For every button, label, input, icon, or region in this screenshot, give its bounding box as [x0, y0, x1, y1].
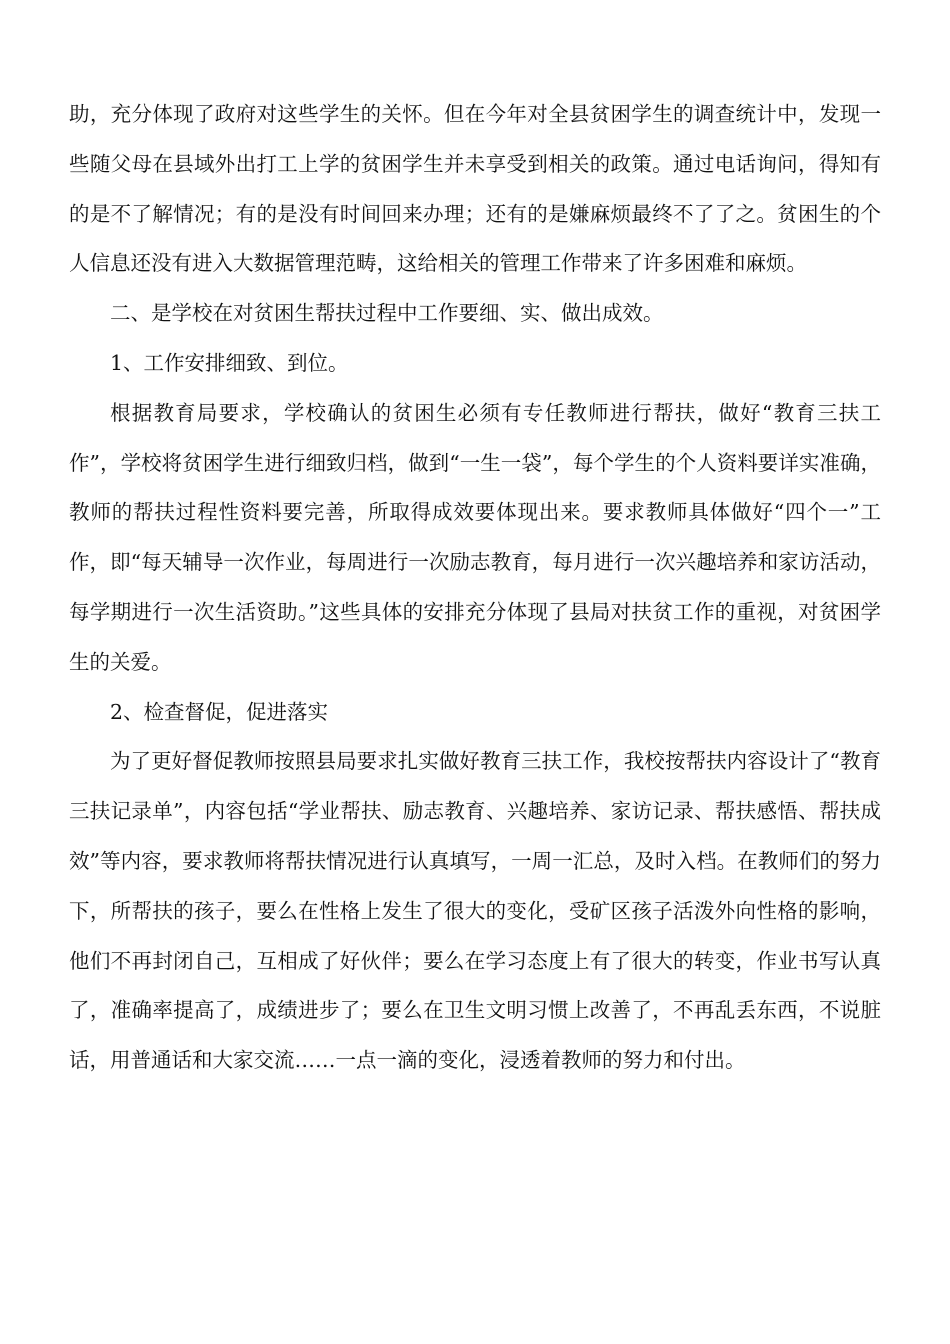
- paragraph-work-arrangement: 根据教育局要求，学校确认的贫困生必须有专任教师进行帮扶，做好“教育三扶工作”，学校将贫困学生进行细致归档，做到“一生一袋”，每个学生的个人资料要详实准确，教师的帮扶过程性资料要完善，所取得成效要体现出来。要求教师具体做好“四个一”工作，即“每天辅导一次作业，每周进行一次励志教育，每月进行一次兴趣培养和家访活动，每学期进行一次生活资助。”这些具体的安排充分体现了县局对扶贫工作的重视，对贫困学生的关爱。: [69, 400, 881, 674]
- subheading-work-arrangement: 1、工作安排细致、到位。: [110, 350, 349, 375]
- paragraph-inspection: 为了更好督促教师按照县局要求扎实做好教育三扶工作，我校按帮扶内容设计了“教育三扶记录单”，内容包括“学业帮扶、励志教育、兴趣培养、家访记录、帮扶感悟、帮扶成效”等内容，要求教师将帮扶情况进行认真填写，一周一汇总，及时入档。在教师们的努力下，所帮扶的孩子，要么在性格上发生了很大的变化，受矿区孩子活泼外向性格的影响，他们不再封闭自己，互相成了好伙伴；要么在学习态度上有了很大的转变，作业书写认真了，准确率提高了，成绩进步了；要么在卫生文明习惯上改善了，不再乱丢东西，不说脏话，用普通话和大家交流……一点一滴的变化，浸透着教师的努力和付出。: [69, 749, 881, 1073]
- document-page: [69, 90, 881, 1086]
- section-heading-two: 二、是学校在对贫困生帮扶过程中工作要细、实、做出成效。: [110, 301, 664, 326]
- paragraph-continuation: 助，充分体现了政府对这些学生的关怀。但在今年对全县贫困学生的调查统计中，发现一些随父母在县域外出打工上学的贫困学生并未享受到相关的政策。通过电话询问，得知有的是不了解情况；有的是没有时间回来办理；还有的是嫌麻烦最终不了了之。贫困生的个人信息还没有进入大数据管理范畴，这给相关的管理工作带来了许多困难和麻烦。: [69, 102, 881, 276]
- subheading-inspection: 2、检查督促，促进落实: [110, 699, 329, 724]
